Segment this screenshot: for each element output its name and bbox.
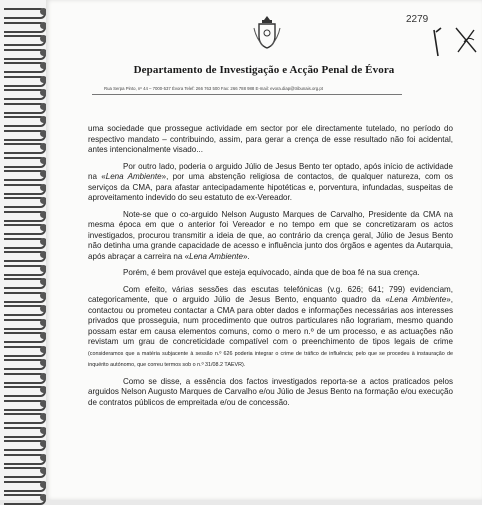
department-address: Rua Serpa Pinto, nº 44 – 7000-537 Évora Telef: 266 763 500 Fax: 266 788 988 E-mail: evora.diap@tribunais.org.pt — [104, 86, 323, 91]
page-number: 2279 — [406, 14, 429, 25]
binder-spine — [0, 0, 46, 500]
paragraph-5-text: Com efeito, várias sessões das escutas telefónicas (v.g. 626; 641; 799) evidenciam, categoricamente, que o arguido Júlio de Jesus Bento, enquanto quadro da « — [88, 284, 453, 304]
paragraph-1: uma sociedade que prossegue actividade em sector por ele directamente tutelado, no período do respectivo mandato – contribuindo, assim, para gerar a crença de esse resultado não foi acidental, antes intencionalmente visado... — [88, 124, 453, 154]
paragraph-2-text-end: », por uma abstenção religiosa de contactos, de qualquer natureza, com os serviços da CMA, para afastar antecipadamente hipotéticas e, porventura, infundadas, suspeitas de aproveitamento indevido do seu estatuto de ex-Vereador. — [88, 172, 453, 202]
paragraph-2 — [88, 162, 453, 204]
paragraph-6: Como se disse, a essência dos factos investigados reporta-se a actos praticados pelos arguidos Nelson Augusto Marques de Carvalho e/ou Júlio de Jesus Bento na formação e/ou execução de contratos públicos de empreitada e/ou de concessão. — [88, 376, 453, 407]
paragraph-5-text-mid: », contactou ou prometeu contactar a CMA para obter dados e informações necessárias aos interesses privados que prosseguia, num procedimento que outros particulares não lograriam, mesmo quando possam estar em causa elementos comuns, como o mero n.º de um processo, e as actuações não revistam um grau de concreticidade compatível com o preenchimento de tipos legais de crime — [88, 295, 453, 346]
company-name: Lena Ambiente — [105, 172, 162, 181]
document-body — [88, 124, 453, 414]
paragraph-3-text-end: ». — [242, 251, 250, 261]
paragraph-4: Porém, é bem provável que esteja equivocado, ainda que de boa fé na sua crença. — [123, 268, 420, 277]
coat-of-arms-icon — [251, 14, 283, 52]
paragraph-5 — [88, 285, 453, 371]
paragraph-2-text: Por outro lado, poderia o arguido Júlio de Jesus Bento ter optado, após início de actividade na « — [88, 161, 453, 181]
company-name: Lena Ambiente — [389, 295, 447, 304]
document-page — [46, 0, 482, 500]
header-divider — [92, 94, 402, 95]
paragraph-5-note: (consideramos que a matéria subjacente à sessão n.º 626 poderia integrar o crime de tráfico de influência; pelo que se procedeu à instauração de inquérito autónomo, que correu termos sob o n.º 31/08.2 TAEVR). — [88, 350, 453, 368]
paragraph-3 — [88, 210, 453, 263]
paragraph-3-text: Note-se que o co-arguido Nelson Augusto Marques de Carvalho, Presidente da CMA na mesma época em que o anterior foi Vereador e no tempo em que se concretizaram os actos investigados, procurou transmitir a ideia de que, ao contrário da crença geral, Júlio de Jesus Bento não detinha uma grande capacidade de acesso e influência junto dos órgãos e agentes da Autarquia, após abraçar a carreira na « — [88, 209, 453, 261]
department-title: Departamento de Investigação e Acção Penal de Évora — [133, 64, 395, 76]
company-name: Lena Ambiente — [189, 251, 243, 261]
